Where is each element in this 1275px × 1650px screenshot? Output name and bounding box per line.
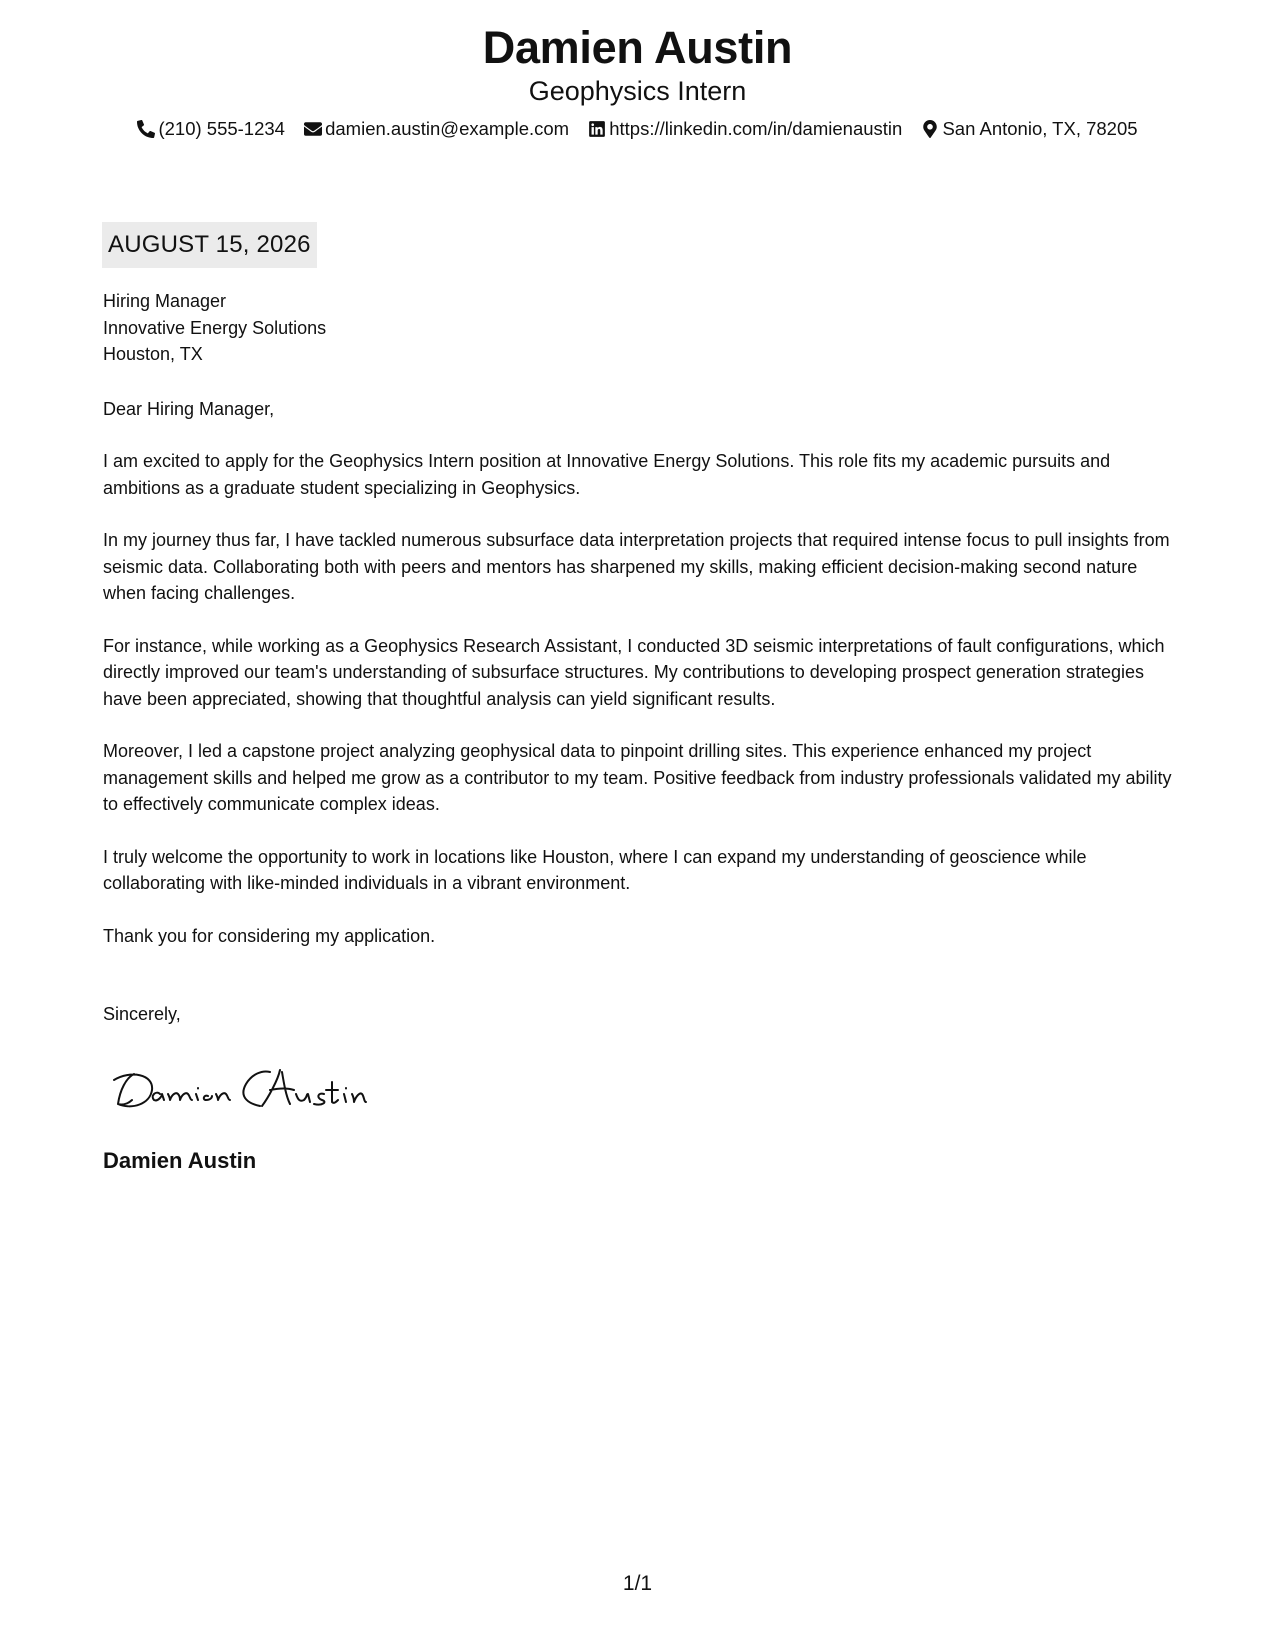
contact-email [304,117,569,141]
contact-phone [137,117,285,141]
closing: Sincerely, [103,1004,181,1024]
envelope-icon [304,120,322,138]
salutation: Dear Hiring Manager, [103,398,275,419]
phone-text: (210) 555-1234 [158,118,285,139]
linkedin-icon [588,120,606,138]
paragraph-research: For instance, while working as a Geophysics Research Assistant, I conducted 3D seismic interpretations of fault configurations, which directly improved our team's understanding of subsurface structures. My contributions to developing prospect generation strategies have been appreciated, showing that thoughtful analysis can yield significant results. [103,635,1165,709]
paragraph-location: I truly welcome the opportunity to work in locations like Houston, where I can expand my understanding of geoscience while collaborating with like-minded individuals in a vibrant environment. [103,846,1087,893]
contact-linkedin [588,117,902,141]
location-text: San Antonio, TX, 78205 [942,118,1138,139]
page-number: 1/1 [622,1572,653,1595]
recipient-company: Innovative Energy Solutions [103,317,327,338]
applicant-name: Damien Austin [482,22,793,73]
paragraph-thanks: Thank you for considering my application. [103,925,436,946]
handwritten-signature [110,1060,370,1120]
letter-header [0,22,1275,144]
phone-icon [137,120,155,138]
recipient-block [103,288,1178,368]
email-text: damien.austin@example.com [325,118,570,139]
contact-info [0,117,1275,144]
job-title: Geophysics Intern [528,76,747,106]
recipient-location: Houston, TX [103,344,203,364]
linkedin-text: https://linkedin.com/in/damienaustin [609,118,903,139]
recipient-title: Hiring Manager [103,291,227,311]
letter-body [103,288,1178,1028]
letter-date: AUGUST 15, 2026 [102,222,317,268]
paragraph-intro: I am excited to apply for the Geophysics Intern position at Innovative Energy Solutions. This role fits my academic pursuits and ambitions as a graduate student specializing in Geophysics. [103,451,1111,498]
map-marker-icon [921,120,939,138]
signer-name: Damien Austin [103,1148,257,1173]
contact-location [921,117,1137,141]
paragraph-experience: In my journey thus far, I have tackled numerous subsurface data interpretation projects that required intense focus to pull insights from seismic data. Collaborating both with peers and mentors has sharpened my skills, making efficient decision-making second nature when facing challenges. [103,530,1170,603]
signature-image [110,1060,370,1120]
paragraph-capstone: Moreover, I led a capstone project analyzing geophysical data to pinpoint drilling sites. This experience enhanced my project management skills and helped me grow as a contributor to my team. Positive feedback from industry professionals validated my ability to effectively communicate complex ideas. [103,741,1172,814]
